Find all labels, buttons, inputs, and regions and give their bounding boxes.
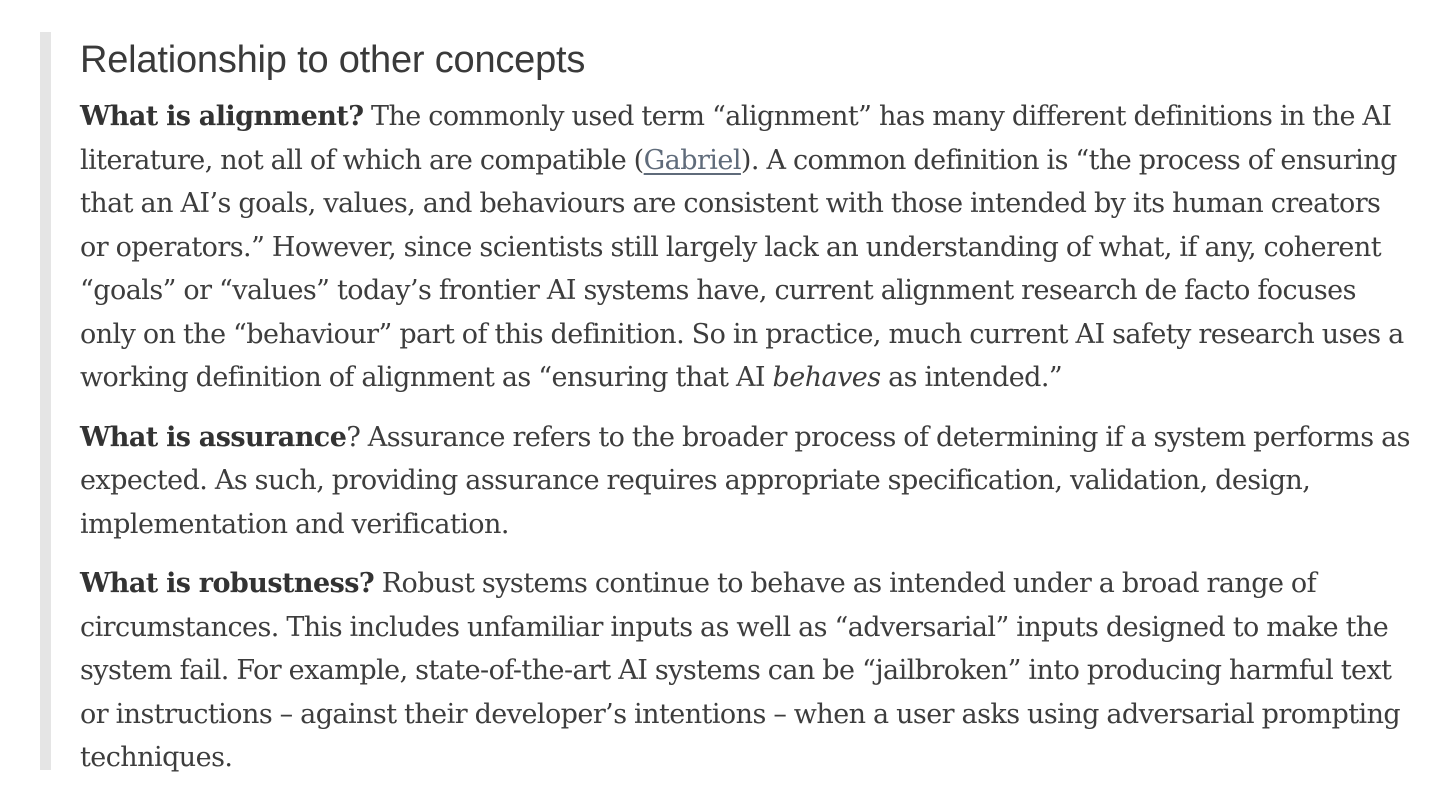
alignment-paragraph bbox=[80, 95, 1415, 400]
alignment-text-b: ). A common definition is “the process of ensuring that an AI’s goals, values, and behaviours are consistent with those intended by its human creators or operators.” However, since scientists still largely lack an understanding of what, if any, coherent “goals” or “values” today’s frontier AI systems have, current alignment research de facto focuses only on the “behaviour” part of this definition. So in practice, much current AI safety research uses a working definition of alignment as “ensuring that AI bbox=[80, 144, 1404, 393]
assurance-paragraph bbox=[80, 416, 1415, 547]
section-heading: Relationship to other concepts bbox=[80, 39, 586, 81]
robustness-paragraph bbox=[80, 562, 1415, 780]
assurance-question: What is assurance bbox=[80, 421, 347, 453]
alignment-question: What is alignment? bbox=[80, 101, 364, 132]
alignment-text-a: The commonly used term “alignment” has many different definitions in the AI literature, not all of which are compatible ( bbox=[80, 101, 1392, 176]
alignment-text-c: as intended.” bbox=[880, 362, 1063, 393]
robustness-question: What is robustness? bbox=[80, 568, 375, 599]
assurance-text: ? Assurance refers to the broader process of determining if a system performs as expected. As such, providing assurance requires appropriate specification, validation, design, implementation and verification. bbox=[80, 421, 1410, 540]
behaves-emphasis: behaves bbox=[772, 362, 881, 393]
blockquote-content bbox=[80, 34, 1415, 780]
gabriel-link[interactable]: Gabriel bbox=[643, 144, 741, 176]
robustness-text: Robust systems continue to behave as intended under a broad range of circumstances. This includes unfamiliar inputs as well as “adversarial” inputs designed to make the system fail. For example, state-of-the-art AI systems can be “jailbroken” into producing harmful text or instructions – against their developer’s intentions – when a user asks using adversarial prompting techniques. bbox=[80, 568, 1401, 773]
